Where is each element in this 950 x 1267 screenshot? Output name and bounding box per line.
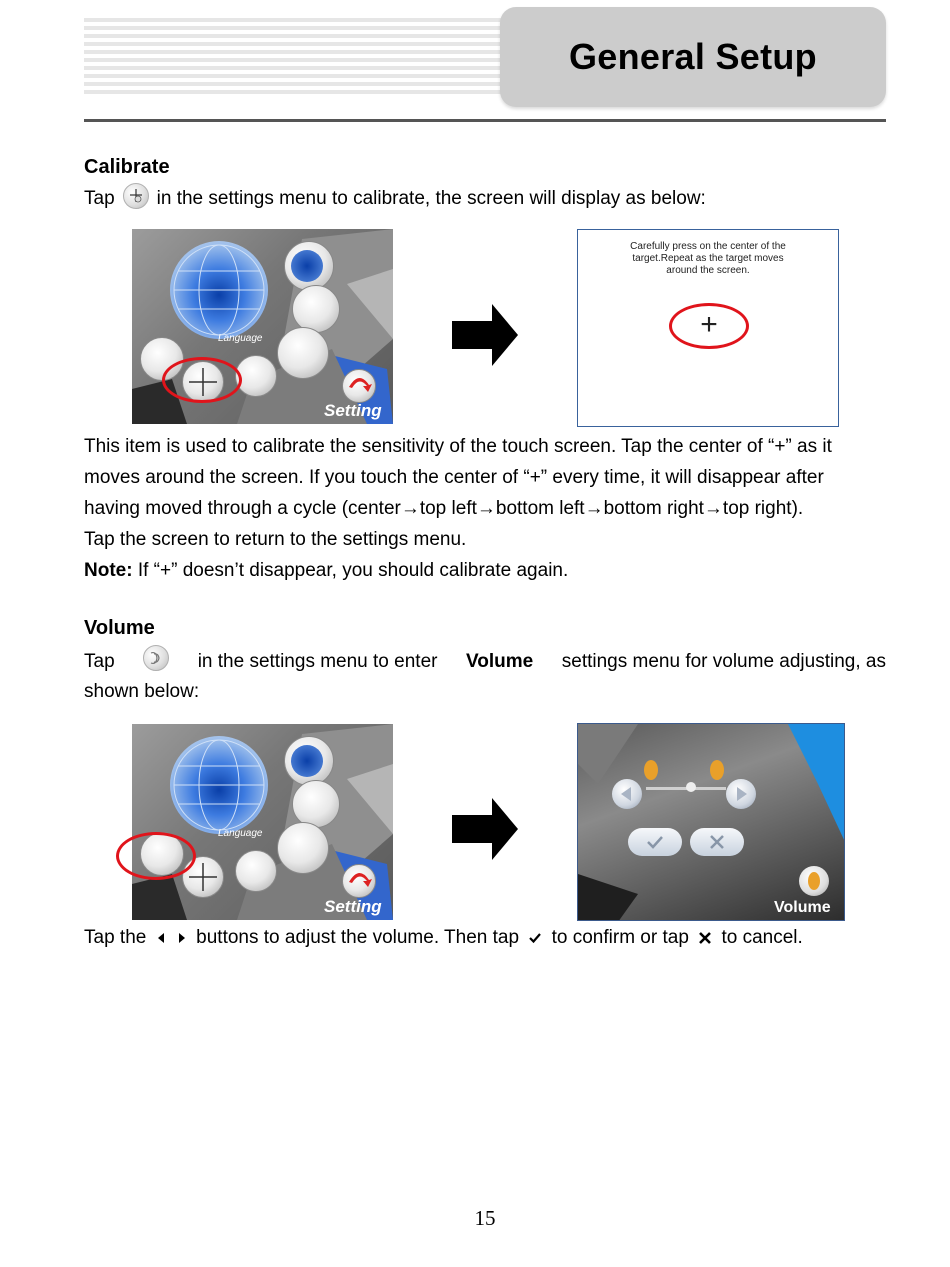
check-icon <box>528 931 542 945</box>
cross-icon <box>698 931 712 945</box>
volume-heading: Volume <box>84 617 155 639</box>
language-label: Language <box>218 333 263 344</box>
header-tab <box>500 7 886 107</box>
note-text: If “+” doesn’t disappear, you should calibrate again. <box>132 560 569 581</box>
arrow-right-icon <box>452 304 518 366</box>
back-button <box>342 369 376 403</box>
volume-intro-pre: Tap <box>84 650 115 672</box>
right-triangle-icon <box>177 931 187 945</box>
volume-instr-2: buttons to adjust the volume. Then tap <box>196 927 520 948</box>
volume-right-button[interactable] <box>726 779 756 809</box>
brightness-button <box>292 285 340 333</box>
calibration-line2: target.Repeat as the target moves <box>632 253 784 264</box>
volume-instr-3: to confirm or tap <box>551 927 689 948</box>
note-label: Note: <box>84 560 133 581</box>
calibrate-intro <box>84 183 706 215</box>
calibration-screen <box>577 229 839 427</box>
volume-screen <box>577 723 845 921</box>
volume-left-button[interactable] <box>612 779 642 809</box>
header-divider <box>84 119 886 122</box>
calibrate-body-line2: moves around the screen. If you touch the center of “+” every time, it will disappear after <box>84 467 824 488</box>
info-button-2 <box>235 850 277 892</box>
language-globe-2 <box>170 736 268 834</box>
volume-instr-1: Tap the <box>84 927 147 948</box>
calibrate-body-line1: This item is used to calibrate the sensitivity of the touch screen. Tap the center of “+” as it <box>84 436 832 457</box>
highlight-ring-calibrate <box>162 357 242 403</box>
arrow-right-icon-2 <box>452 798 518 860</box>
header-stripes <box>84 18 504 96</box>
setting-label: Setting <box>324 401 382 420</box>
globe-button-2 <box>284 736 334 786</box>
volume-mute-speaker-icon <box>644 760 658 780</box>
volume-loud-speaker-icon <box>710 760 724 780</box>
volume-cancel-button[interactable] <box>690 828 744 856</box>
clock-button-2 <box>277 822 329 874</box>
calibrate-body-line4: Tap the screen to return to the settings menu. <box>84 529 467 550</box>
volume-intro-bold: Volume <box>466 650 534 672</box>
language-globe <box>170 241 268 339</box>
page-number: 15 <box>474 1206 496 1230</box>
setting-label-2: Setting <box>324 897 382 916</box>
brightness-button-2 <box>292 780 340 828</box>
back-button-2 <box>342 864 376 898</box>
volume-instr-4: to cancel. <box>721 927 803 948</box>
volume-badge-icon <box>799 866 829 896</box>
calibrate-note <box>84 555 568 586</box>
volume-slider-thumb[interactable] <box>686 782 696 792</box>
globe-button <box>284 241 334 291</box>
calibrate-icon <box>123 183 149 209</box>
language-label-2: Language <box>218 828 263 839</box>
calibration-line3: around the screen. <box>666 265 750 276</box>
volume-intro-mid: in the settings menu to enter <box>197 650 438 672</box>
volume-intro-post: settings menu for volume adjusting, as <box>561 650 886 672</box>
highlight-ring-volume <box>116 832 196 880</box>
settings-screen-volume <box>132 724 393 920</box>
calibration-line1: Carefully press on the center of the <box>630 241 786 252</box>
page-title: General Setup <box>569 36 817 77</box>
volume-confirm-button[interactable] <box>628 828 682 856</box>
volume-screen-title: Volume <box>774 899 831 916</box>
calibrate-intro-pre: Tap <box>84 188 115 210</box>
calibrate-intro-post: in the settings menu to calibrate, the screen will display as below: <box>156 188 706 210</box>
volume-instructions <box>84 922 803 953</box>
calibration-target[interactable]: + <box>700 308 718 341</box>
clock-button <box>277 327 329 379</box>
volume-intro-line2: shown below: <box>84 681 200 702</box>
volume-intro <box>84 645 886 677</box>
left-triangle-icon <box>156 931 166 945</box>
volume-icon <box>143 645 169 671</box>
calibrate-heading: Calibrate <box>84 156 170 178</box>
calibrate-body-line3: having moved through a cycle (center→top left→bottom left→bottom right→top right). <box>84 498 804 519</box>
